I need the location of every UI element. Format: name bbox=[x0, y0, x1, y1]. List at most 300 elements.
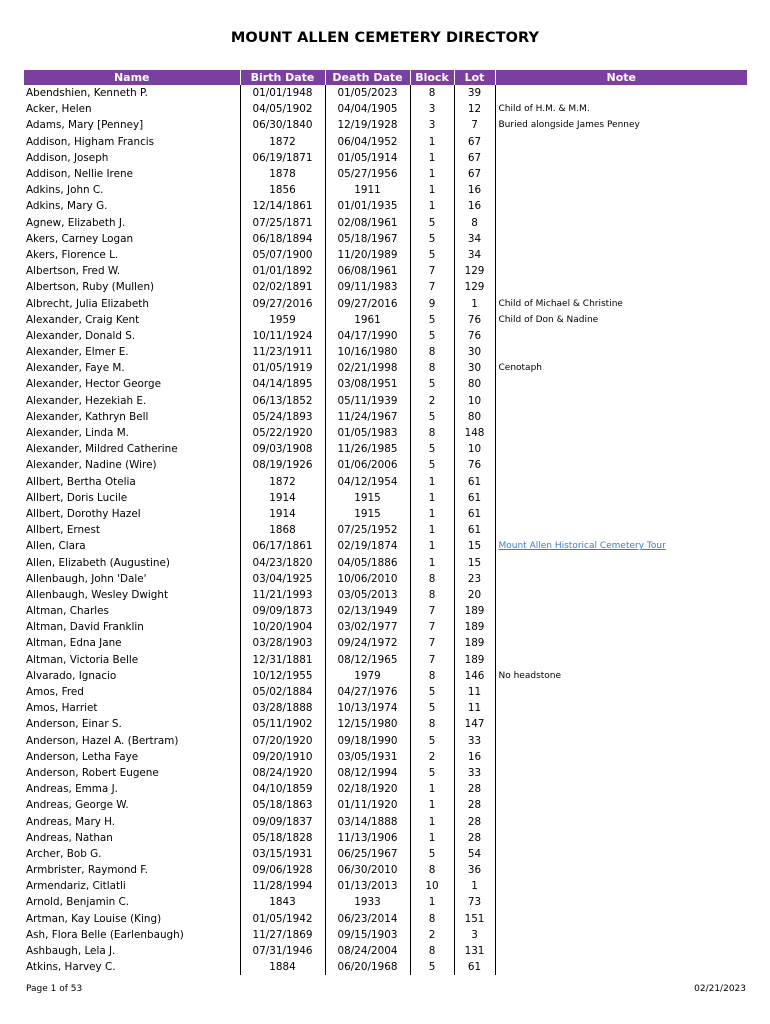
block-cell: 5 bbox=[410, 376, 454, 392]
name-cell: Alexander, Faye M. bbox=[26, 362, 125, 375]
table-row bbox=[24, 490, 747, 506]
birth-date-cell: 1856 bbox=[240, 182, 325, 198]
lot-cell: 33 bbox=[454, 733, 495, 749]
name-cell: Artman, Kay Louise (King) bbox=[26, 912, 162, 925]
lot-cell: 16 bbox=[454, 749, 495, 765]
death-date-cell: 09/11/1983 bbox=[325, 279, 410, 295]
name-cell: Anderson, Einar S. bbox=[26, 718, 122, 731]
column-header-death-date: Death Date bbox=[325, 70, 410, 85]
name-cell: Allbert, Ernest bbox=[26, 524, 100, 537]
death-date-cell: 03/08/1951 bbox=[325, 376, 410, 392]
lot-cell: 67 bbox=[454, 134, 495, 150]
note-cell bbox=[495, 215, 747, 231]
block-cell: 10 bbox=[410, 878, 454, 894]
lot-cell: 76 bbox=[454, 328, 495, 344]
name-cell: Andreas, Nathan bbox=[26, 831, 113, 844]
death-date-cell: 11/20/1989 bbox=[325, 247, 410, 263]
birth-date-cell: 12/14/1861 bbox=[240, 198, 325, 214]
note-cell bbox=[495, 894, 747, 910]
name-cell: Adkins, John C. bbox=[26, 184, 104, 197]
note-cell bbox=[495, 781, 747, 797]
birth-date-cell: 01/01/1892 bbox=[240, 263, 325, 279]
table-row bbox=[24, 911, 747, 927]
lot-cell: 189 bbox=[454, 635, 495, 651]
block-cell: 1 bbox=[410, 830, 454, 846]
block-cell: 5 bbox=[410, 328, 454, 344]
death-date-cell: 06/30/2010 bbox=[325, 862, 410, 878]
block-cell: 1 bbox=[410, 166, 454, 182]
lot-cell: 151 bbox=[454, 911, 495, 927]
birth-date-cell: 1959 bbox=[240, 312, 325, 328]
death-date-cell: 03/05/1931 bbox=[325, 749, 410, 765]
directory-table bbox=[24, 70, 747, 975]
note-cell: No headstone bbox=[495, 668, 747, 684]
name-cell: Alexander, Craig Kent bbox=[26, 313, 140, 326]
note-cell bbox=[495, 409, 747, 425]
table-row bbox=[24, 231, 747, 247]
table-row bbox=[24, 797, 747, 813]
name-cell: Atkins, Harvey C. bbox=[26, 961, 116, 974]
birth-date-cell: 06/30/1840 bbox=[240, 117, 325, 133]
lot-cell: 61 bbox=[454, 506, 495, 522]
note-cell bbox=[495, 733, 747, 749]
table-row bbox=[24, 247, 747, 263]
table-row bbox=[24, 360, 747, 376]
name-cell: Alexander, Donald S. bbox=[26, 329, 136, 342]
table-row bbox=[24, 215, 747, 231]
death-date-cell: 11/24/1967 bbox=[325, 409, 410, 425]
birth-date-cell: 04/23/1820 bbox=[240, 554, 325, 570]
name-cell: Acker, Helen bbox=[26, 103, 92, 116]
birth-date-cell: 09/03/1908 bbox=[240, 441, 325, 457]
table-row bbox=[24, 587, 747, 603]
name-cell: Addison, Higham Francis bbox=[26, 135, 155, 148]
birth-date-cell: 05/22/1920 bbox=[240, 425, 325, 441]
table-row bbox=[24, 344, 747, 360]
note-cell bbox=[495, 652, 747, 668]
table-row bbox=[24, 846, 747, 862]
table-row bbox=[24, 943, 747, 959]
death-date-cell: 1979 bbox=[325, 668, 410, 684]
block-cell: 1 bbox=[410, 474, 454, 490]
name-cell: Alexander, Hezekiah E. bbox=[26, 394, 147, 407]
lot-cell: 76 bbox=[454, 312, 495, 328]
name-cell: Altman, David Franklin bbox=[26, 621, 144, 634]
note-cell bbox=[495, 150, 747, 166]
column-header-name: Name bbox=[24, 70, 240, 85]
name-cell: Agnew, Elizabeth J. bbox=[26, 216, 126, 229]
table-row bbox=[24, 668, 747, 684]
block-cell: 7 bbox=[410, 279, 454, 295]
death-date-cell: 05/18/1967 bbox=[325, 231, 410, 247]
name-cell: Amos, Fred bbox=[26, 686, 84, 699]
death-date-cell: 04/05/1886 bbox=[325, 554, 410, 570]
lot-cell: 16 bbox=[454, 182, 495, 198]
note-cell bbox=[495, 247, 747, 263]
table-row bbox=[24, 506, 747, 522]
death-date-cell: 02/21/1998 bbox=[325, 360, 410, 376]
lot-cell: 76 bbox=[454, 457, 495, 473]
death-date-cell: 01/13/2013 bbox=[325, 878, 410, 894]
death-date-cell: 01/11/1920 bbox=[325, 797, 410, 813]
birth-date-cell: 02/02/1891 bbox=[240, 279, 325, 295]
name-cell: Alexander, Mildred Catherine bbox=[26, 443, 178, 456]
birth-date-cell: 05/11/1902 bbox=[240, 716, 325, 732]
death-date-cell: 10/13/1974 bbox=[325, 700, 410, 716]
birth-date-cell: 09/09/1837 bbox=[240, 813, 325, 829]
lot-cell: 12 bbox=[454, 101, 495, 117]
note-cell: Child of Don & Nadine bbox=[495, 312, 747, 328]
print-date: 02/21/2023 bbox=[694, 984, 746, 994]
name-cell: Addison, Nellie Irene bbox=[26, 168, 133, 181]
birth-date-cell: 08/19/1926 bbox=[240, 457, 325, 473]
table-row bbox=[24, 312, 747, 328]
death-date-cell: 09/15/1903 bbox=[325, 927, 410, 943]
lot-cell: 67 bbox=[454, 150, 495, 166]
name-cell: Altman, Edna Jane bbox=[26, 637, 122, 650]
name-cell: Allbert, Doris Lucile bbox=[26, 491, 128, 504]
lot-cell: 34 bbox=[454, 247, 495, 263]
death-date-cell: 06/04/1952 bbox=[325, 134, 410, 150]
birth-date-cell: 12/31/1881 bbox=[240, 652, 325, 668]
block-cell: 1 bbox=[410, 134, 454, 150]
birth-date-cell: 01/05/1942 bbox=[240, 911, 325, 927]
note-cell bbox=[495, 344, 747, 360]
death-date-cell: 12/15/1980 bbox=[325, 716, 410, 732]
name-cell: Alvarado, Ignacio bbox=[26, 669, 117, 682]
name-cell: Abendshien, Kenneth P. bbox=[26, 87, 148, 100]
table-row bbox=[24, 733, 747, 749]
lot-cell: 61 bbox=[454, 474, 495, 490]
death-date-cell: 09/24/1972 bbox=[325, 635, 410, 651]
block-cell: 1 bbox=[410, 554, 454, 570]
name-cell: Allbert, Bertha Otelia bbox=[26, 475, 136, 488]
death-date-cell: 1915 bbox=[325, 490, 410, 506]
lot-cell: 129 bbox=[454, 263, 495, 279]
block-cell: 5 bbox=[410, 409, 454, 425]
lot-cell: 73 bbox=[454, 894, 495, 910]
note-cell bbox=[495, 376, 747, 392]
birth-date-cell: 01/05/1919 bbox=[240, 360, 325, 376]
column-header-note: Note bbox=[495, 70, 747, 85]
name-cell: Armbrister, Raymond F. bbox=[26, 864, 148, 877]
table-row bbox=[24, 619, 747, 635]
block-cell: 1 bbox=[410, 506, 454, 522]
name-cell: Altman, Charles bbox=[26, 605, 109, 618]
death-date-cell: 06/23/2014 bbox=[325, 911, 410, 927]
block-cell: 1 bbox=[410, 781, 454, 797]
note-cell: Cenotaph bbox=[495, 360, 747, 376]
lot-cell: 10 bbox=[454, 393, 495, 409]
note-cell bbox=[495, 393, 747, 409]
note-cell bbox=[495, 927, 747, 943]
name-cell: Alexander, Hector George bbox=[26, 378, 161, 391]
block-cell: 8 bbox=[410, 571, 454, 587]
lot-cell: 39 bbox=[454, 85, 495, 101]
birth-date-cell: 05/18/1828 bbox=[240, 830, 325, 846]
death-date-cell: 09/27/2016 bbox=[325, 295, 410, 311]
lot-cell: 28 bbox=[454, 830, 495, 846]
death-date-cell: 04/12/1954 bbox=[325, 474, 410, 490]
block-cell: 1 bbox=[410, 198, 454, 214]
birth-date-cell: 06/19/1871 bbox=[240, 150, 325, 166]
block-cell: 5 bbox=[410, 733, 454, 749]
birth-date-cell: 07/25/1871 bbox=[240, 215, 325, 231]
note-cell bbox=[495, 571, 747, 587]
note-cell bbox=[495, 797, 747, 813]
death-date-cell: 11/13/1906 bbox=[325, 830, 410, 846]
death-date-cell: 1961 bbox=[325, 312, 410, 328]
death-date-cell: 01/05/2023 bbox=[325, 85, 410, 101]
table-row bbox=[24, 393, 747, 409]
note-cell bbox=[495, 684, 747, 700]
block-cell: 5 bbox=[410, 247, 454, 263]
birth-date-cell: 07/20/1920 bbox=[240, 733, 325, 749]
table-row bbox=[24, 700, 747, 716]
birth-date-cell: 09/09/1873 bbox=[240, 603, 325, 619]
birth-date-cell: 1884 bbox=[240, 959, 325, 975]
name-cell: Allen, Clara bbox=[26, 540, 86, 553]
birth-date-cell: 11/27/1869 bbox=[240, 927, 325, 943]
block-cell: 7 bbox=[410, 652, 454, 668]
name-cell: Akers, Florence L. bbox=[26, 248, 119, 261]
birth-date-cell: 07/31/1946 bbox=[240, 943, 325, 959]
name-cell: Andreas, Mary H. bbox=[26, 815, 116, 828]
table-row bbox=[24, 781, 747, 797]
death-date-cell: 10/16/1980 bbox=[325, 344, 410, 360]
table-row bbox=[24, 457, 747, 473]
death-date-cell: 01/05/1914 bbox=[325, 150, 410, 166]
table-row bbox=[24, 409, 747, 425]
death-date-cell: 05/11/1939 bbox=[325, 393, 410, 409]
death-date-cell: 1911 bbox=[325, 182, 410, 198]
table-row bbox=[24, 295, 747, 311]
block-cell: 8 bbox=[410, 587, 454, 603]
death-date-cell: 02/18/1920 bbox=[325, 781, 410, 797]
table-row bbox=[24, 684, 747, 700]
lot-cell: 28 bbox=[454, 813, 495, 829]
lot-cell: 30 bbox=[454, 360, 495, 376]
block-cell: 5 bbox=[410, 231, 454, 247]
birth-date-cell: 1868 bbox=[240, 522, 325, 538]
table-row bbox=[24, 376, 747, 392]
block-cell: 5 bbox=[410, 215, 454, 231]
name-cell: Adams, Mary [Penney] bbox=[26, 119, 144, 132]
lot-cell: 131 bbox=[454, 943, 495, 959]
birth-date-cell: 05/02/1884 bbox=[240, 684, 325, 700]
lot-cell: 11 bbox=[454, 684, 495, 700]
lot-cell: 7 bbox=[454, 117, 495, 133]
name-cell: Andreas, Emma J. bbox=[26, 783, 118, 796]
death-date-cell: 03/14/1888 bbox=[325, 813, 410, 829]
block-cell: 7 bbox=[410, 603, 454, 619]
block-cell: 8 bbox=[410, 360, 454, 376]
column-header-birth-date: Birth Date bbox=[240, 70, 325, 85]
block-cell: 2 bbox=[410, 749, 454, 765]
name-cell: Alexander, Elmer E. bbox=[26, 346, 129, 359]
death-date-cell: 06/25/1967 bbox=[325, 846, 410, 862]
death-date-cell: 1933 bbox=[325, 894, 410, 910]
name-cell: Allenbaugh, John 'Dale' bbox=[26, 572, 147, 585]
block-cell: 8 bbox=[410, 862, 454, 878]
table-row bbox=[24, 279, 747, 295]
block-cell: 9 bbox=[410, 295, 454, 311]
page-number: Page 1 of 53 bbox=[26, 984, 83, 994]
name-cell: Andreas, George W. bbox=[26, 799, 129, 812]
table-row bbox=[24, 749, 747, 765]
table-row bbox=[24, 425, 747, 441]
block-cell: 8 bbox=[410, 425, 454, 441]
birth-date-cell: 04/10/1859 bbox=[240, 781, 325, 797]
table-row bbox=[24, 862, 747, 878]
note-cell bbox=[495, 166, 747, 182]
lot-cell: 23 bbox=[454, 571, 495, 587]
table-row bbox=[24, 538, 747, 554]
birth-date-cell: 03/28/1903 bbox=[240, 635, 325, 651]
death-date-cell: 04/27/1976 bbox=[325, 684, 410, 700]
birth-date-cell: 06/17/1861 bbox=[240, 538, 325, 554]
death-date-cell: 01/01/1935 bbox=[325, 198, 410, 214]
lot-cell: 28 bbox=[454, 781, 495, 797]
table-row bbox=[24, 959, 747, 975]
death-date-cell: 02/19/1874 bbox=[325, 538, 410, 554]
block-cell: 1 bbox=[410, 522, 454, 538]
death-date-cell: 06/08/1961 bbox=[325, 263, 410, 279]
note-cell bbox=[495, 474, 747, 490]
birth-date-cell: 06/13/1852 bbox=[240, 393, 325, 409]
table-row bbox=[24, 635, 747, 651]
birth-date-cell: 03/04/1925 bbox=[240, 571, 325, 587]
death-date-cell: 02/08/1961 bbox=[325, 215, 410, 231]
block-cell: 1 bbox=[410, 894, 454, 910]
note-cell bbox=[495, 878, 747, 894]
block-cell: 5 bbox=[410, 312, 454, 328]
birth-date-cell: 09/20/1910 bbox=[240, 749, 325, 765]
table-row bbox=[24, 830, 747, 846]
note-cell bbox=[495, 441, 747, 457]
block-cell: 1 bbox=[410, 150, 454, 166]
block-cell: 8 bbox=[410, 85, 454, 101]
block-cell: 7 bbox=[410, 635, 454, 651]
death-date-cell: 12/19/1928 bbox=[325, 117, 410, 133]
lot-cell: 80 bbox=[454, 376, 495, 392]
lot-cell: 15 bbox=[454, 538, 495, 554]
table-row bbox=[24, 894, 747, 910]
column-header-block: Block bbox=[410, 70, 454, 85]
note-cell bbox=[495, 716, 747, 732]
death-date-cell: 01/05/1983 bbox=[325, 425, 410, 441]
death-date-cell: 11/26/1985 bbox=[325, 441, 410, 457]
birth-date-cell: 10/20/1904 bbox=[240, 619, 325, 635]
name-cell: Albrecht, Julia Elizabeth bbox=[26, 297, 149, 310]
lot-cell: 147 bbox=[454, 716, 495, 732]
name-cell: Anderson, Hazel A. (Bertram) bbox=[26, 734, 179, 747]
birth-date-cell: 06/18/1894 bbox=[240, 231, 325, 247]
note-cell bbox=[495, 862, 747, 878]
lot-cell: 3 bbox=[454, 927, 495, 943]
name-cell: Allen, Elizabeth (Augustine) bbox=[26, 556, 170, 569]
block-cell: 1 bbox=[410, 490, 454, 506]
block-cell: 7 bbox=[410, 263, 454, 279]
block-cell: 7 bbox=[410, 619, 454, 635]
name-cell: Anderson, Robert Eugene bbox=[26, 766, 159, 779]
note-cell bbox=[495, 85, 747, 101]
note-cell: Child of Michael & Christine bbox=[495, 295, 747, 311]
lot-cell: 1 bbox=[454, 295, 495, 311]
name-cell: Addison, Joseph bbox=[26, 151, 109, 164]
table-row bbox=[24, 716, 747, 732]
death-date-cell: 03/05/2013 bbox=[325, 587, 410, 603]
lot-cell: 80 bbox=[454, 409, 495, 425]
block-cell: 5 bbox=[410, 441, 454, 457]
block-cell: 5 bbox=[410, 700, 454, 716]
note-cell bbox=[495, 846, 747, 862]
birth-date-cell: 1872 bbox=[240, 474, 325, 490]
birth-date-cell: 09/27/2016 bbox=[240, 295, 325, 311]
birth-date-cell: 03/15/1931 bbox=[240, 846, 325, 862]
table-row bbox=[24, 198, 747, 214]
lot-cell: 189 bbox=[454, 619, 495, 635]
note-cell bbox=[495, 635, 747, 651]
lot-cell: 189 bbox=[454, 652, 495, 668]
block-cell: 2 bbox=[410, 393, 454, 409]
note-cell bbox=[495, 943, 747, 959]
lot-cell: 28 bbox=[454, 797, 495, 813]
lot-cell: 61 bbox=[454, 522, 495, 538]
tour-link[interactable]: Mount Allen Historical Cemetery Tour bbox=[498, 541, 666, 552]
death-date-cell: 08/24/2004 bbox=[325, 943, 410, 959]
name-cell: Alexander, Kathryn Bell bbox=[26, 410, 149, 423]
death-date-cell: 05/27/1956 bbox=[325, 166, 410, 182]
name-cell: Akers, Carney Logan bbox=[26, 232, 134, 245]
block-cell: 5 bbox=[410, 765, 454, 781]
table-row bbox=[24, 134, 747, 150]
name-cell: Albertson, Fred W. bbox=[26, 265, 121, 278]
name-cell: Archer, Bob G. bbox=[26, 847, 102, 860]
birth-date-cell: 1872 bbox=[240, 134, 325, 150]
lot-cell: 129 bbox=[454, 279, 495, 295]
note-cell bbox=[495, 749, 747, 765]
death-date-cell: 01/06/2006 bbox=[325, 457, 410, 473]
name-cell: Albertson, Ruby (Mullen) bbox=[26, 281, 155, 294]
table-row bbox=[24, 554, 747, 570]
birth-date-cell: 05/24/1893 bbox=[240, 409, 325, 425]
note-cell bbox=[495, 700, 747, 716]
birth-date-cell: 1914 bbox=[240, 490, 325, 506]
lot-cell: 30 bbox=[454, 344, 495, 360]
birth-date-cell: 1914 bbox=[240, 506, 325, 522]
note-cell bbox=[495, 506, 747, 522]
birth-date-cell: 1878 bbox=[240, 166, 325, 182]
block-cell: 8 bbox=[410, 344, 454, 360]
table-row bbox=[24, 150, 747, 166]
note-cell bbox=[495, 198, 747, 214]
block-cell: 3 bbox=[410, 101, 454, 117]
table-row bbox=[24, 603, 747, 619]
lot-cell: 20 bbox=[454, 587, 495, 603]
lot-cell: 8 bbox=[454, 215, 495, 231]
note-cell bbox=[495, 911, 747, 927]
death-date-cell: 1915 bbox=[325, 506, 410, 522]
name-cell: Allbert, Dorothy Hazel bbox=[26, 507, 141, 520]
note-cell bbox=[495, 619, 747, 635]
note-cell bbox=[495, 457, 747, 473]
death-date-cell: 06/20/1968 bbox=[325, 959, 410, 975]
name-cell: Ashbaugh, Lela J. bbox=[26, 945, 116, 958]
note-cell bbox=[495, 134, 747, 150]
block-cell: 1 bbox=[410, 813, 454, 829]
death-date-cell: 03/02/1977 bbox=[325, 619, 410, 635]
